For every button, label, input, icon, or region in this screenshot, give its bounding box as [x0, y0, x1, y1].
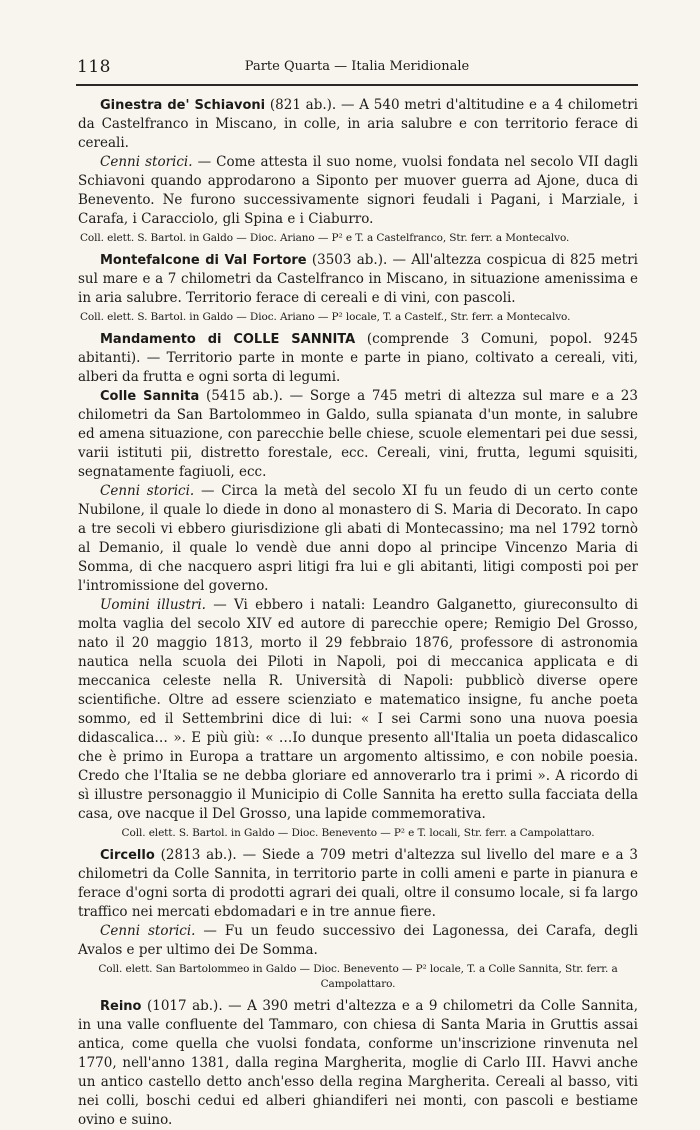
entry-name: Mandamento di COLLE SANNITA [100, 332, 356, 347]
uomini-label: Uomini illustri. [100, 597, 206, 613]
entry-ginestra [78, 96, 638, 246]
cenni-label: Cenni storici. [100, 923, 196, 939]
entry-circello [78, 846, 638, 992]
entry-text: (2813 ab.). — Siede a 709 metri d'altezza sul livello del mare e a 3 chilometri da Colle Sannita, in territorio parte in colli ameni e parte in pianura e ferace d'ogni sorta di prodotti agrari dei quali, oltre il consumo locale, si fa largo traffico nei mercati ebdomadari e in tre annue fiere. [78, 847, 638, 920]
uomini-paragraph [78, 596, 638, 824]
entry-colle-sannita [78, 387, 638, 841]
entry-name: Ginestra de' Schiavoni [100, 98, 266, 113]
uomini-text: — Vi ebbero i natali: Leandro Galganetto, giureconsulto di molta vaglia del secolo XIV ed autore di parecchie opere; Remigio Del Grosso, nato il 20 maggio 1813, morto il 29 febbraio 1876, professore di astronomia nautica nella scuola dei Piloti in Napoli, poi di meccanica applicata e di meccanica celeste nella R. Università di Napoli: pubblicò diverse opere scientifiche. Oltre ad essere scienziato e matematico insigne, fu anche poeta sommo, ed il Settembrini dice di lui: « I sei Carmi sono una nuova poesia didascalica… ». E più giù: « …Io dunque presento all'Italia un poeta didascalico che è primo in Europa a trattare un argomento altissimo, e con nobile poesia. Credo che l'Italia se ne debba gloriare ed annoverarlo tra i primi ». A ricordo di sì illustre personaggio il Municipio di Colle Sannita ha eretto sulla facciata della casa, ove nacque il Del Grosso, una lapide commemorativa. [78, 597, 638, 822]
cenni-label: Cenni storici. [100, 483, 195, 499]
cenni-text: — Fu un feudo successivo dei Lagonessa, dei Carafa, degli Avalos e per ultimo dei De Somma. [78, 923, 638, 958]
cenni-paragraph [78, 153, 638, 229]
entry-name: Montefalcone di Val Fortore [100, 253, 307, 268]
entry-paragraph [78, 330, 638, 387]
entry-montefalcone [78, 251, 638, 325]
entry-reino [78, 997, 638, 1130]
cenni-text: — Come attesta il suo nome, vuolsi fondata nel secolo VII dagli Schiavoni quando approdarono a Siponto per muover guerra ad Ajone, duca di Benevento. Ne furono successivamente signori feudali i Pagani, i Marziale, i Carafa, i Caracciolo, gli Spina e i Ciaburro. [78, 154, 638, 227]
collegio-line: Coll. elett. S. Bartol. in Galdo — Dioc. Ariano — P² e T. a Castelfranco, Str. ferr. a Montecalvo. [80, 232, 570, 244]
entry-name: Circello [100, 848, 155, 863]
collegio-line: Coll. elett. S. Bartol. in Galdo — Dioc. Ariano — P² locale, T. a Castelf., Str. ferr. a Montecalvo. [80, 311, 571, 323]
collegio-line: Coll. elett. S. Bartol. in Galdo — Dioc. Benevento — P² e T. locali, Str. ferr. a Campolattaro. [121, 827, 595, 839]
entry-text: (comprende 3 Comuni, popol. 9245 abitanti). — Territorio parte in monte e parte in piano, coltivato a cereali, viti, alberi da frutta e ogni sorta di legumi. [78, 331, 638, 385]
cenni-paragraph [78, 922, 638, 960]
entry-text: (1017 ab.). — A 390 metri d'altezza e a 9 chilometri da Colle Sannita, in una valle confluente del Tammaro, con chiesa di Santa Maria in Gruttis assai antica, come quella che vuolsi fondata, conforme un'inscrizione rinvenuta nel 1770, nell'anno 1381, dalla regina Margherita, moglie di Carlo III. Havvi anche un antico castello detto anch'esso della regina Margherita. Cereali al basso, viti nei colli, boschi cedui ed alberi ghiandiferi nei monti, con pascoli e bestiame ovino e suino. [78, 998, 638, 1128]
collegio-line: Coll. elett. San Bartolommeo in Galdo — Dioc. Benevento — P² locale, T. a Colle Sannita, Str. ferr. a Campolattaro. [98, 963, 618, 990]
cenni-text: — Circa la metà del secolo XI fu un feudo di un certo conte Nubilone, il quale lo diede in dono al monastero di S. Maria di Decorato. In capo a tre secoli vi ebbero giurisdizione gli abati di Montecassino; ma nel 1792 tornò al Demanio, il quale lo vendè due anni dopo al principe Vincenzo Maria di Somma, di che nacquero aspri litigi fra lui e gli abitanti, litigi composti poi per l'intromissione del governo. [78, 483, 638, 594]
entry-text: (3503 ab.). — All'altezza cospicua di 825 metri sul mare e a 7 chilometri da Castelfranco in Miscano, in situazione amenissima e in aria salubre. Territorio ferace di cereali e di vini, con pascoli. [78, 252, 638, 306]
page-body [78, 96, 638, 1130]
running-title: Parte Quarta — Italia Meridionale [244, 59, 470, 74]
entry-paragraph [78, 846, 638, 922]
header-rule [76, 84, 638, 86]
entry-paragraph [78, 387, 638, 482]
page-header [77, 53, 637, 79]
entry-name: Reino [100, 999, 142, 1014]
cenni-paragraph [78, 482, 638, 596]
entry-paragraph [78, 96, 638, 153]
entry-mandamento-colle-sannita [78, 330, 638, 387]
entry-paragraph [78, 997, 638, 1130]
cenni-label: Cenni storici. [100, 154, 193, 170]
entry-name: Colle Sannita [100, 389, 200, 404]
entry-paragraph [78, 251, 638, 308]
entry-text: (821 ab.). — A 540 metri d'altitudine e a 4 chilometri da Castelfranco in Miscano, in colle, in aria salubre e con territorio ferace di cereali. [78, 97, 638, 151]
entry-text: (5415 ab.). — Sorge a 745 metri di altezza sul mare e a 23 chilometri da San Bartolommeo in Galdo, sulla spianata d'un monte, in salubre ed amena situazione, con parecchie belle chiese, scuole elementari pei due sessi, varii istituti pii, distretto forestale, ecc. Cereali, vini, frutta, legumi squisiti, segnatamente fagiuoli, ecc. [78, 388, 638, 480]
page-number: 118 [77, 57, 111, 77]
